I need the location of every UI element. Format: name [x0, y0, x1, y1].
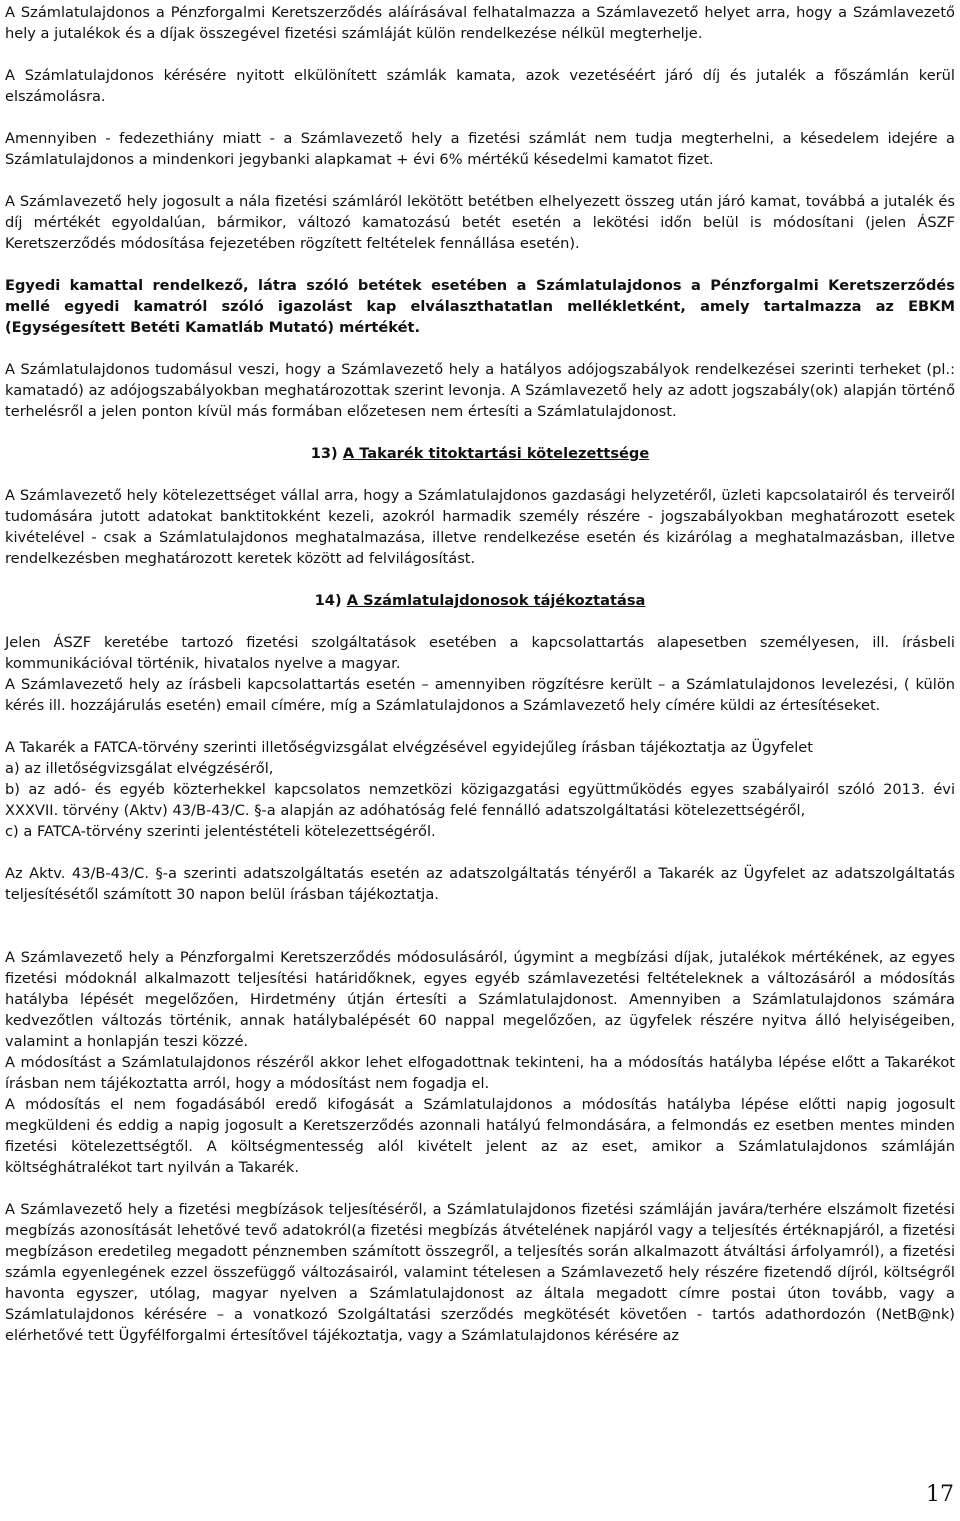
list-item-c: c) a FATCA-törvény szerinti jelentéstételi kötelezettségéről. — [5, 823, 436, 840]
paragraph-late-interest: Amennyiben - fedezethiány miatt - a Számlavezető hely a fizetési számlát nem tudja megterhelni, a késedelem idejére a Számlatulajdonos a mindenkori jegybanki alapkamat + évi 6% mértékű késedelmi kamatot fizet. — [5, 130, 955, 168]
paragraph-separate-accounts: A Számlatulajdonos kérésére nyitott elkülönített számlák kamata, azok vezetéséért járó díj és jutalék a főszámlán kerül elszámolásra. — [5, 67, 955, 105]
section-title: A Takarék titoktartási kötelezettsége — [342, 445, 650, 462]
paragraph-fee-authorization: A Számlatulajdonos a Pénzforgalmi Keretszerződés aláírásával felhatalmazza a Számlavezető helyet arra, hogy a Számlavezető hely a jutalékok és a díjak összegével fizetési számláját külön rendelkezése nélkül megterhelje. — [5, 4, 955, 42]
paragraph-tax-deduction: A Számlatulajdonos tudomásul veszi, hogy a Számlavezető hely a hatályos adójogszabályok rendelkezései szerinti terheket (pl.: kamatadó) az adójogszabályokban meghatározottak szerint levonja. A Számlavezető hely az adott jogszabály(ok) alapján történő terhelésről a jelen ponton kívül más formában előzetesen nem értesíti a Számlatulajdonost. — [5, 361, 955, 420]
list-item-b: b) az adó- és egyéb közterhekkel kapcsolatos nemzetközi közigazgatási együttműködés egyes szabályairól szóló 2013. évi XXXVII. törvény (Aktv) 43/B-43/C. §-a alapján az adóhatóság felé fennálló adatszolgáltatási kötelezettségéről, — [5, 781, 955, 819]
section-number: 13) — [310, 445, 338, 462]
paragraph-communication: Jelen ÁSZF keretébe tartozó fizetési szolgáltatások esetében a kapcsolattartás alapesetben személyesen, ill. írásbeli kommunikációval történik, hivatalos nyelve a magyar. — [5, 634, 955, 672]
paragraph-aktv-reporting: Az Aktv. 43/B-43/C. §-a szerinti adatszolgáltatás esetén az adatszolgáltatás tényéről a Takarék az Ügyfelet az adatszolgáltatás teljesítésétől számított 30 napon belül írásban tájékoztatja. — [5, 865, 955, 903]
paragraph-statements: A Számlavezető hely a fizetési megbízások teljesítéséről, a Számlatulajdonos fizetési számláján javára/terhére elszámolt fizetési megbízás azonosítását lehetővé tevő adatokról(a fizetési megbízás átvételének napjáról vagy a teljesítés értéknapjáról, a fizetési megbízáson eredetileg megadott pénznemben számított összegről, a teljesítés során alkalmazott átváltási árfolyamról), a fizetési számla egyenlegének ezzel összefüggő változásairól, valamint tételesen a Számlavezető hely részére fizetendő díjról, költségről havonta egyszer, utólag, magyar nyelven a Számlatulajdonost az általa megadott címre postai úton tovább, vagy a Számlatulajdonos kérésére – a vonatkozó Szolgáltatási szerződés megkötését követően - tartós adathordozón (NetB@nk) elérhetővé tett Ügyfélforgalmi értesítővel tájékoztatja, vagy a Számlatulajdonos kérésére az — [5, 1201, 955, 1344]
section-heading-13 — [5, 443, 955, 464]
list-item-a: a) az illetőségvizsgálat elvégzéséről, — [5, 760, 274, 777]
paragraph-contract-modification: A Számlavezető hely a Pénzforgalmi Keretszerződés módosulásáról, úgymint a megbízási díjak, jutalékok mértékének, az egyes fizetési módoknál alkalmazott teljesítési határidőknek, egyes egyéb számlavezetési feltételeknek a változásáról a módosítás hatályba lépését megelőzően, Hirdetmény útján értesíti a Számlatulajdonost. Amennyiben a Számlatulajdonos számára kedvezőtlen változás történik, annak hatálybalépését 60 nappal megelőzően, az ügyfelek részére nyitva álló helyiségeiben, valamint a honlapján teszi közzé. — [5, 949, 955, 1050]
paragraph-rate-modification: A Számlavezető hely jogosult a nála fizetési számláról lekötött betétben elhelyezett összeg után járó kamat, továbbá a jutalék és díj mértékét egyoldalúan, bármikor, változó kamatozású betét esetén a lekötési időn belül is módosítani (jelen ÁSZF Keretszerződés módosítása fejezetében rögzített feltételek fennállása esetén). — [5, 193, 955, 252]
page-number: 17 — [926, 1482, 954, 1507]
section-number: 14) — [314, 592, 342, 609]
document-page — [5, 2, 955, 1346]
paragraph-bank-secrecy: A Számlavezető hely kötelezettséget vállal arra, hogy a Számlatulajdonos gazdasági helyzetéről, üzleti kapcsolatairól és terveiről tudomására jutott adatokat banktitokként kezeli, azokról harmadik személy részére - jogszabályokban meghatározott esetek kivételével - csak a Számlatulajdonos meghatalmazása, illetve rendelkezése esetén és kizárólag a meghatalmazásban, illetve rendelkezésben meghatározott keretek között ad felvilágosítást. — [5, 487, 955, 567]
paragraph-acceptance: A módosítást a Számlatulajdonos részéről akkor lehet elfogadottnak tekinteni, ha a módosítás hatályba lépése előtt a Takarékot írásban nem tájékoztatta arról, hogy a módosítást nem fogadja el. — [5, 1054, 955, 1092]
section-title: A Számlatulajdonosok tájékoztatása — [346, 592, 646, 609]
paragraph-objection: A módosítás el nem fogadásából eredő kifogását a Számlatulajdonos a módosítás hatályba lépése előtti napig jogosult megküldeni és eddig a napig jogosult a Keretszerződés azonnali hatályú felmondására, a felmondás ez esetben mentes minden fizetési kötelezettségtől. A költségmentesség alól kivételt jelent az az eset, amikor a Számlatulajdonos számláján költséghátralékot tart nyilván a Takarék. — [5, 1096, 955, 1176]
paragraph-written-notices: A Számlavezető hely az írásbeli kapcsolattartás esetén – amennyiben rögzítésre került – a Számlatulajdonos levelezési, ( külön kérés ill. hozzájárulás esetén) email címére, míg a Számlatulajdonos a Számlavezető hely címére küldi az értesítéseket. — [5, 676, 955, 714]
section-heading-14 — [5, 590, 955, 611]
paragraph-individual-interest: Egyedi kamattal rendelkező, látra szóló betétek esetében a Számlatulajdonos a Pénzforgalmi Keretszerződés mellé egyedi kamatról szóló igazolást kap elválaszthatatlan mellékletként, amely tartalmazza az EBKM (Egységesített Betéti Kamatláb Mutató) mértékét. — [5, 277, 955, 336]
paragraph-fatca-intro: A Takarék a FATCA-törvény szerinti illetőségvizsgálat elvégzésével egyidejűleg írásban tájékoztatja az Ügyfelet — [5, 739, 814, 756]
